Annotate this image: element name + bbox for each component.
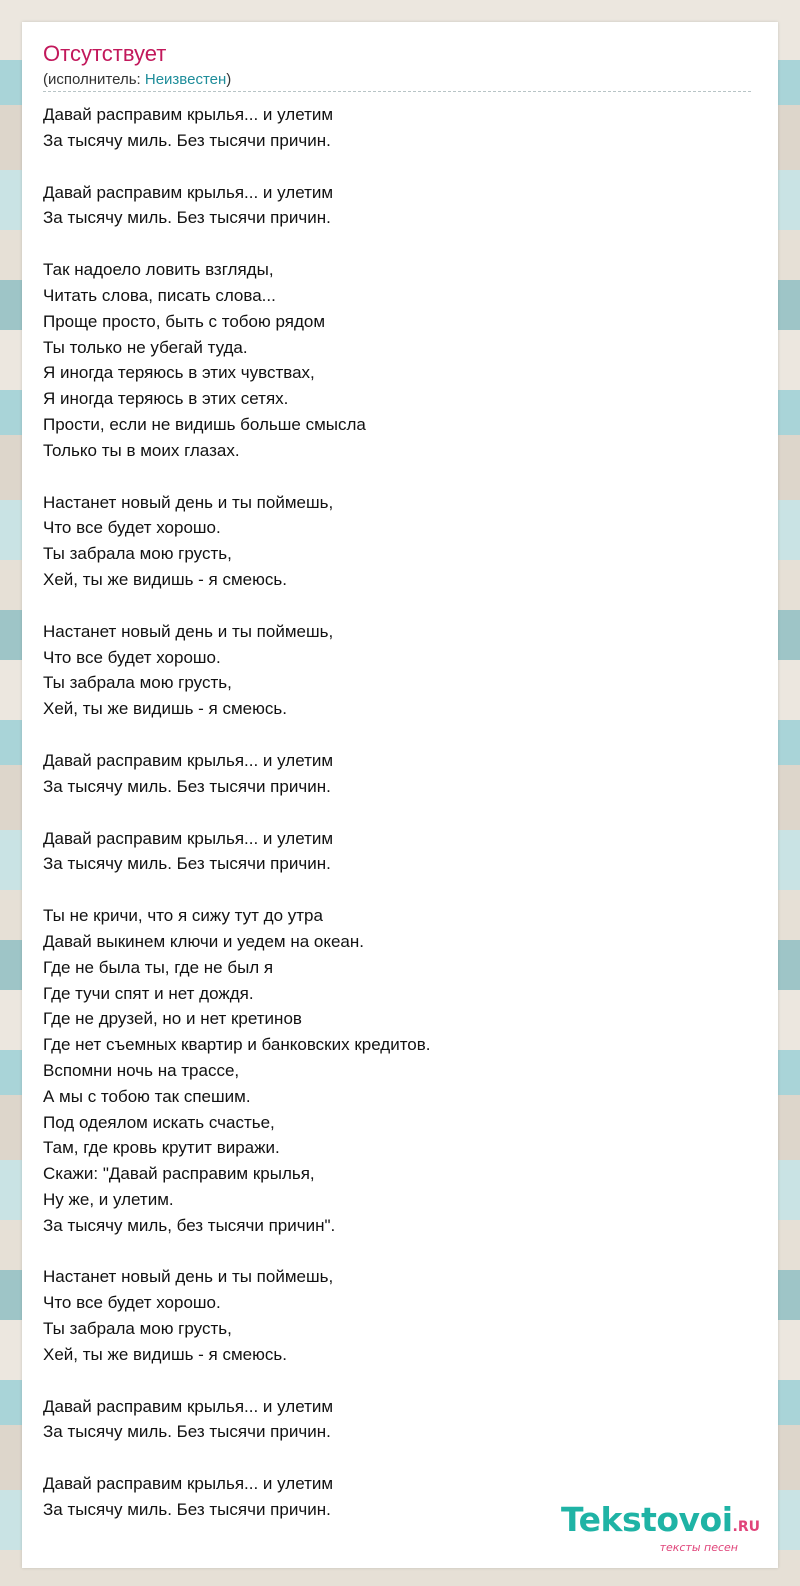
lyrics-line: Настанет новый день и ты поймешь, — [43, 492, 334, 512]
lyrics-line: Так надоело ловить взгляды, — [43, 260, 274, 280]
lyrics-line: Настанет новый день и ты поймешь, — [43, 1267, 334, 1287]
lyrics-stanza — [43, 1264, 753, 1367]
lyrics-line: За тысячу миль. Без тысячи причин. — [43, 776, 331, 796]
logo-tagline: тексты песен — [659, 1541, 738, 1554]
lyrics-line: Давай расправим крылья... и улетим — [43, 105, 334, 124]
song-title: Отсутствует — [43, 41, 167, 66]
lyrics-line: За тысячу миль. Без тысячи причин. — [43, 208, 331, 228]
lyrics-line: За тысячу миль. Без тысячи причин. — [43, 854, 331, 874]
lyrics-line: Давай расправим крылья... и улетим — [43, 1396, 334, 1416]
artist-link[interactable]: Неизвестен — [144, 71, 227, 88]
lyrics-stanza — [43, 826, 753, 878]
lyrics-line: Ты забрала мою грусть, — [43, 544, 232, 564]
lyrics-stanza — [43, 102, 753, 154]
lyrics-line: Там, где кровь крутит виражи. — [43, 1138, 280, 1158]
lyrics-line: Что все будет хорошо. — [43, 647, 221, 667]
lyrics-line: Давай расправим крылья... и улетим — [43, 1474, 334, 1494]
lyrics-line: Ты не кричи, что я сижу тут до утра — [43, 906, 323, 926]
lyrics-line: Ты забрала мою грусть, — [43, 1319, 232, 1339]
lyrics-line: Давай расправим крылья... и улетим — [43, 750, 334, 770]
lyrics-card — [22, 22, 778, 1568]
lyrics-stanza — [43, 490, 753, 593]
lyrics-line: Под одеялом искать счастье, — [43, 1112, 275, 1132]
logo-tld: .RU — [732, 1519, 760, 1535]
lyrics-stanza — [43, 903, 753, 1238]
lyrics-line: Ты забрала мою грусть, — [43, 673, 232, 693]
lyrics-line: Где нет съемных квартир и банковских кредитов. — [43, 1035, 431, 1055]
lyrics-line: За тысячу миль. Без тысячи причин. — [43, 130, 331, 150]
lyrics-line: Что все будет хорошо. — [43, 518, 221, 538]
lyrics-line: За тысячу миль. Без тысячи причин. — [43, 1422, 331, 1442]
lyrics-stanza — [43, 748, 753, 800]
lyrics-text — [43, 102, 753, 1549]
lyrics-line: Давай расправим крылья... и улетим — [43, 828, 334, 848]
lyrics-line: За тысячу миль. Без тысячи причин. — [43, 1500, 331, 1520]
lyrics-line: Хей, ты же видишь - я смеюсь. — [43, 699, 287, 719]
lyrics-line: Давай расправим крылья... и улетим — [43, 182, 334, 202]
lyrics-line: Проще просто, быть с тобою рядом — [43, 311, 326, 331]
lyrics-line: Хей, ты же видишь - я смеюсь. — [43, 1344, 287, 1364]
lyrics-line: Я иногда теряюсь в этих чувствах, — [43, 363, 315, 383]
lyrics-line: Где тучи спят и нет дождя. — [43, 983, 254, 1003]
lyrics-line: Вспомни ночь на трассе, — [43, 1060, 240, 1080]
lyrics-line: Ну же, и улетим. — [43, 1189, 174, 1209]
lyrics-line: Читать слова, писать слова... — [43, 285, 276, 305]
logo-brand: Tekstovoi — [560, 1500, 733, 1539]
lyrics-line: Прости, если не видишь больше смысла — [43, 414, 366, 434]
lyrics-line: Где не друзей, но и нет кретинов — [43, 1009, 302, 1029]
logo-wordmark — [540, 1500, 760, 1544]
lyrics-line: Я иногда теряюсь в этих сетях. — [43, 389, 289, 409]
artist-suffix: ) — [226, 71, 232, 88]
lyrics-line: Настанет новый день и ты поймешь, — [43, 621, 334, 641]
lyrics-line: Хей, ты же видишь - я смеюсь. — [43, 569, 287, 589]
lyrics-line: Давай выкинем ключи и уедем на океан. — [43, 931, 364, 951]
lyrics-stanza — [43, 180, 753, 232]
site-logo[interactable] — [540, 1500, 760, 1554]
artist-line — [43, 70, 231, 90]
lyrics-line: Только ты в моих глазах. — [43, 440, 240, 460]
lyrics-line: За тысячу миль, без тысячи причин". — [43, 1215, 336, 1235]
lyrics-stanza — [43, 1394, 753, 1446]
lyrics-line: Где не была ты, где не был я — [43, 957, 274, 977]
artist-prefix: (исполнитель: — [43, 71, 145, 88]
title-divider — [43, 91, 751, 92]
lyrics-stanza — [43, 619, 753, 722]
lyrics-stanza — [43, 257, 753, 463]
lyrics-line: А мы с тобою так спешим. — [43, 1086, 251, 1106]
lyrics-line: Ты только не убегай туда. — [43, 337, 248, 357]
lyrics-line: Что все будет хорошо. — [43, 1293, 221, 1313]
lyrics-line: Скажи: "Давай расправим крылья, — [43, 1164, 315, 1184]
